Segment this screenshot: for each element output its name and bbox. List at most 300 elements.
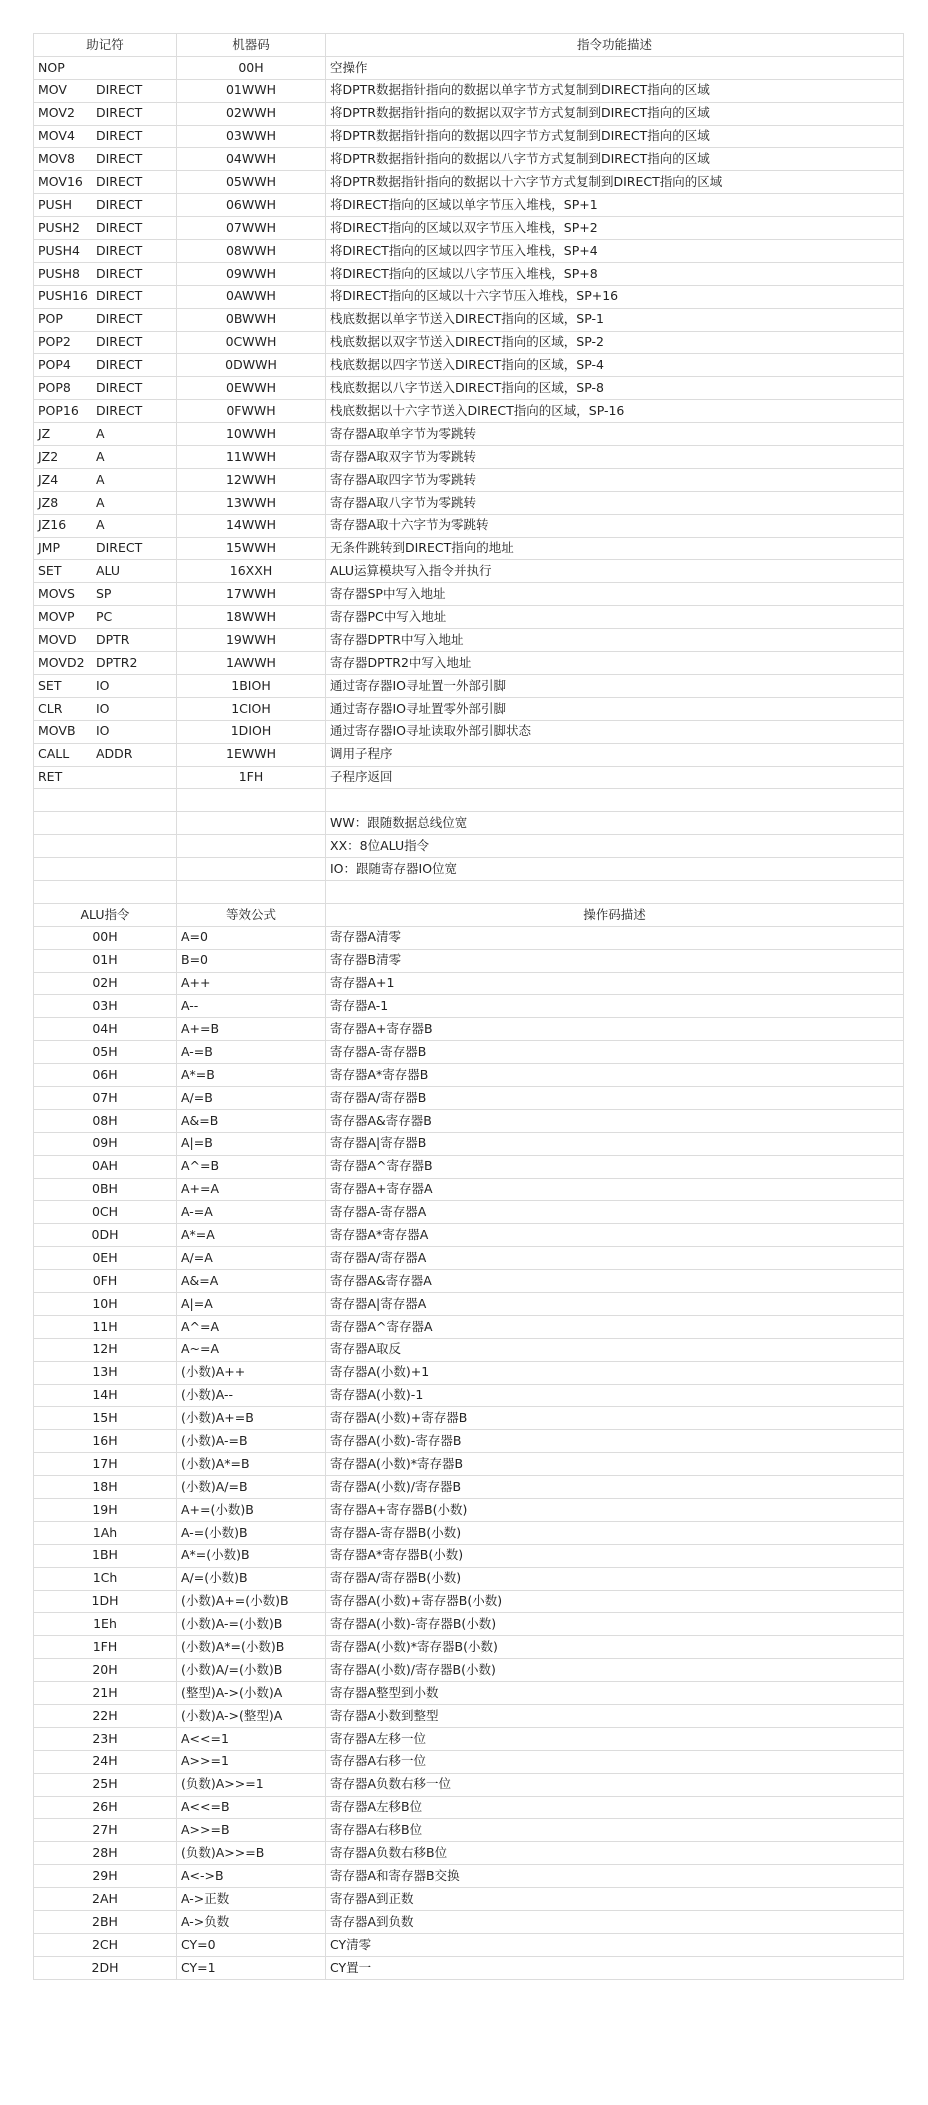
alu-opcode: 0BH bbox=[34, 1178, 177, 1201]
operand: DIRECT bbox=[96, 311, 143, 327]
instr-row bbox=[34, 491, 904, 514]
alu-formula: A+=(小数)B bbox=[177, 1499, 326, 1522]
alu-opcode: 1BH bbox=[34, 1544, 177, 1567]
alu-row bbox=[34, 926, 904, 949]
instr-row bbox=[34, 537, 904, 560]
alu-formula: A*=B bbox=[177, 1064, 326, 1087]
alu-opcode: 23H bbox=[34, 1727, 177, 1750]
alu-header-row bbox=[34, 903, 904, 926]
alu-opcode: 16H bbox=[34, 1430, 177, 1453]
instr-header-row bbox=[34, 34, 904, 57]
alu-opcode: 2CH bbox=[34, 1933, 177, 1956]
alu-formula: A>>=B bbox=[177, 1819, 326, 1842]
mnemonic-cell bbox=[34, 674, 177, 697]
instruction-description: 寄存器DPTR2中写入地址 bbox=[326, 652, 904, 675]
alu-row bbox=[34, 1476, 904, 1499]
alu-opcode: 2BH bbox=[34, 1911, 177, 1934]
operand: DIRECT bbox=[96, 174, 143, 190]
alu-description: 寄存器A(小数)-1 bbox=[326, 1384, 904, 1407]
alu-opcode: 06H bbox=[34, 1064, 177, 1087]
operand: DIRECT bbox=[96, 288, 143, 304]
mnemonic-cell bbox=[34, 468, 177, 491]
mnemonic: SET bbox=[38, 563, 62, 579]
alu-row bbox=[34, 1041, 904, 1064]
alu-formula: (小数)A*=B bbox=[177, 1453, 326, 1476]
alu-row bbox=[34, 1018, 904, 1041]
header-opcode-description: 操作码描述 bbox=[326, 903, 904, 926]
operand: A bbox=[96, 517, 105, 533]
alu-formula: (小数)A-- bbox=[177, 1384, 326, 1407]
mnemonic-cell bbox=[34, 720, 177, 743]
mnemonic-cell bbox=[34, 79, 177, 102]
machine-code: 12WWH bbox=[177, 468, 326, 491]
alu-row bbox=[34, 1888, 904, 1911]
mnemonic: POP16 bbox=[38, 402, 79, 418]
machine-code: 13WWH bbox=[177, 491, 326, 514]
alu-row bbox=[34, 1842, 904, 1865]
machine-code: 03WWH bbox=[177, 125, 326, 148]
empty-cell bbox=[34, 835, 177, 858]
instr-row bbox=[34, 468, 904, 491]
alu-formula: A/=A bbox=[177, 1247, 326, 1270]
empty-cell bbox=[34, 880, 177, 903]
alu-opcode: 1Ch bbox=[34, 1567, 177, 1590]
alu-formula: A|=A bbox=[177, 1292, 326, 1315]
alu-description: 寄存器A右移一位 bbox=[326, 1750, 904, 1773]
instr-row bbox=[34, 446, 904, 469]
instr-row bbox=[34, 194, 904, 217]
operand: DIRECT bbox=[96, 105, 143, 121]
machine-code: 1CIOH bbox=[177, 697, 326, 720]
alu-formula: A++ bbox=[177, 972, 326, 995]
mnemonic: CLR bbox=[38, 700, 63, 716]
alu-opcode: 03H bbox=[34, 995, 177, 1018]
alu-row bbox=[34, 1315, 904, 1338]
instruction-description: 栈底数据以单字节送入DIRECT指向的区域，SP-1 bbox=[326, 308, 904, 331]
machine-code: 16XXH bbox=[177, 560, 326, 583]
alu-opcode: 02H bbox=[34, 972, 177, 995]
mnemonic-cell bbox=[34, 491, 177, 514]
instruction-description: 寄存器A取单字节为零跳转 bbox=[326, 423, 904, 446]
machine-code: 09WWH bbox=[177, 262, 326, 285]
mnemonic: MOVP bbox=[38, 608, 75, 624]
machine-code: 01WWH bbox=[177, 79, 326, 102]
alu-formula: (小数)A+=B bbox=[177, 1407, 326, 1430]
mnemonic-cell bbox=[34, 560, 177, 583]
alu-description: 寄存器A/寄存器B(小数) bbox=[326, 1567, 904, 1590]
machine-code: 06WWH bbox=[177, 194, 326, 217]
operand: DIRECT bbox=[96, 219, 143, 235]
machine-code: 0CWWH bbox=[177, 331, 326, 354]
instruction-description: 调用子程序 bbox=[326, 743, 904, 766]
instr-row bbox=[34, 423, 904, 446]
alu-description: 寄存器A负数右移一位 bbox=[326, 1773, 904, 1796]
alu-formula: (小数)A/=B bbox=[177, 1476, 326, 1499]
alu-opcode: 21H bbox=[34, 1682, 177, 1705]
operand: SP bbox=[96, 586, 112, 602]
mnemonic: PUSH bbox=[38, 196, 73, 212]
alu-row bbox=[34, 1705, 904, 1728]
alu-row bbox=[34, 1430, 904, 1453]
operand: A bbox=[96, 425, 105, 441]
note-text: IO：跟随寄存器IO位宽 bbox=[326, 858, 904, 881]
alu-opcode: 24H bbox=[34, 1750, 177, 1773]
operand: PC bbox=[96, 608, 113, 624]
alu-row bbox=[34, 1499, 904, 1522]
instr-row bbox=[34, 79, 904, 102]
operand: IO bbox=[96, 677, 110, 693]
mnemonic: MOV4 bbox=[38, 128, 75, 144]
alu-formula: (小数)A*=(小数)B bbox=[177, 1636, 326, 1659]
alu-opcode: 27H bbox=[34, 1819, 177, 1842]
alu-opcode: 19H bbox=[34, 1499, 177, 1522]
instruction-description: 寄存器PC中写入地址 bbox=[326, 606, 904, 629]
alu-formula: A/=B bbox=[177, 1086, 326, 1109]
instr-row bbox=[34, 514, 904, 537]
alu-row bbox=[34, 1544, 904, 1567]
spacer-row bbox=[34, 880, 904, 903]
mnemonic: PUSH4 bbox=[38, 242, 80, 258]
alu-opcode: 12H bbox=[34, 1338, 177, 1361]
instruction-description: 寄存器A取八字节为零跳转 bbox=[326, 491, 904, 514]
instruction-description: 子程序返回 bbox=[326, 766, 904, 789]
instr-row bbox=[34, 652, 904, 675]
machine-code: 00H bbox=[177, 56, 326, 79]
alu-description: 寄存器A-寄存器B(小数) bbox=[326, 1521, 904, 1544]
operand: ALU bbox=[96, 563, 121, 579]
machine-code: 07WWH bbox=[177, 217, 326, 240]
mnemonic: JZ16 bbox=[38, 517, 67, 533]
mnemonic: JMP bbox=[38, 540, 61, 556]
instruction-description: 将DIRECT指向的区域以四字节压入堆栈，SP+4 bbox=[326, 240, 904, 263]
alu-formula: A-=(小数)B bbox=[177, 1521, 326, 1544]
instruction-description: 将DPTR数据指针指向的数据以四字节方式复制到DIRECT指向的区域 bbox=[326, 125, 904, 148]
alu-opcode: 1DH bbox=[34, 1590, 177, 1613]
alu-row bbox=[34, 1407, 904, 1430]
instruction-description: 寄存器SP中写入地址 bbox=[326, 583, 904, 606]
operand: DPTR2 bbox=[96, 654, 138, 670]
machine-code: 0DWWH bbox=[177, 354, 326, 377]
header-opcode: 机器码 bbox=[177, 34, 326, 57]
alu-row bbox=[34, 1773, 904, 1796]
instruction-sheet bbox=[33, 33, 903, 1980]
empty-cell bbox=[177, 835, 326, 858]
alu-row bbox=[34, 949, 904, 972]
alu-description: 寄存器A+寄存器B(小数) bbox=[326, 1499, 904, 1522]
mnemonic: MOVB bbox=[38, 723, 76, 739]
alu-description: 寄存器A|寄存器A bbox=[326, 1292, 904, 1315]
machine-code: 1AWWH bbox=[177, 652, 326, 675]
alu-row bbox=[34, 1155, 904, 1178]
mnemonic-cell bbox=[34, 583, 177, 606]
alu-description: 寄存器A清零 bbox=[326, 926, 904, 949]
alu-formula: (小数)A-=B bbox=[177, 1430, 326, 1453]
mnemonic-cell bbox=[34, 262, 177, 285]
alu-opcode: 14H bbox=[34, 1384, 177, 1407]
alu-description: 寄存器A&寄存器B bbox=[326, 1109, 904, 1132]
alu-row bbox=[34, 1270, 904, 1293]
alu-row bbox=[34, 1590, 904, 1613]
alu-row bbox=[34, 1132, 904, 1155]
operand: A bbox=[96, 494, 105, 510]
instruction-description: 将DIRECT指向的区域以单字节压入堆栈，SP+1 bbox=[326, 194, 904, 217]
mnemonic-cell bbox=[34, 102, 177, 125]
mnemonic: JZ4 bbox=[38, 471, 59, 487]
machine-code: 0FWWH bbox=[177, 400, 326, 423]
alu-description: 寄存器A^寄存器B bbox=[326, 1155, 904, 1178]
alu-opcode: 15H bbox=[34, 1407, 177, 1430]
mnemonic-cell bbox=[34, 125, 177, 148]
spacer-row bbox=[34, 789, 904, 812]
machine-code: 14WWH bbox=[177, 514, 326, 537]
alu-description: 寄存器A*寄存器A bbox=[326, 1224, 904, 1247]
alu-row bbox=[34, 1636, 904, 1659]
instruction-description: 将DIRECT指向的区域以十六字节压入堆栈，SP+16 bbox=[326, 285, 904, 308]
alu-description: 寄存器A&寄存器A bbox=[326, 1270, 904, 1293]
mnemonic-cell bbox=[34, 743, 177, 766]
alu-row bbox=[34, 1292, 904, 1315]
mnemonic-cell bbox=[34, 354, 177, 377]
alu-formula: A^=A bbox=[177, 1315, 326, 1338]
alu-opcode: 10H bbox=[34, 1292, 177, 1315]
alu-opcode: 2AH bbox=[34, 1888, 177, 1911]
alu-formula: A|=B bbox=[177, 1132, 326, 1155]
alu-opcode: 20H bbox=[34, 1659, 177, 1682]
alu-row bbox=[34, 1659, 904, 1682]
empty-cell bbox=[326, 880, 904, 903]
instr-row bbox=[34, 560, 904, 583]
instruction-description: 空操作 bbox=[326, 56, 904, 79]
mnemonic-cell bbox=[34, 217, 177, 240]
instruction-description: ALU运算模块写入指令并执行 bbox=[326, 560, 904, 583]
alu-description: 寄存器A+寄存器B bbox=[326, 1018, 904, 1041]
note-text: XX：8位ALU指令 bbox=[326, 835, 904, 858]
instr-row bbox=[34, 354, 904, 377]
operand: IO bbox=[96, 723, 110, 739]
instr-row bbox=[34, 148, 904, 171]
alu-description: 寄存器A和寄存器B交换 bbox=[326, 1865, 904, 1888]
instruction-description: 栈底数据以双字节送入DIRECT指向的区域，SP-2 bbox=[326, 331, 904, 354]
alu-formula: (小数)A/=(小数)B bbox=[177, 1659, 326, 1682]
mnemonic: RET bbox=[38, 769, 63, 785]
operand: DIRECT bbox=[96, 334, 143, 350]
alu-formula: CY=0 bbox=[177, 1933, 326, 1956]
instruction-description: 寄存器A取双字节为零跳转 bbox=[326, 446, 904, 469]
alu-opcode: 00H bbox=[34, 926, 177, 949]
alu-row bbox=[34, 1064, 904, 1087]
instruction-description: 栈底数据以十六字节送入DIRECT指向的区域，SP-16 bbox=[326, 400, 904, 423]
mnemonic: PUSH8 bbox=[38, 265, 80, 281]
alu-formula: A-=A bbox=[177, 1201, 326, 1224]
machine-code: 0BWWH bbox=[177, 308, 326, 331]
alu-description: 寄存器A取反 bbox=[326, 1338, 904, 1361]
alu-description: 寄存器A/寄存器B bbox=[326, 1086, 904, 1109]
alu-opcode: 01H bbox=[34, 949, 177, 972]
operand: DIRECT bbox=[96, 242, 143, 258]
mnemonic-cell bbox=[34, 240, 177, 263]
alu-row bbox=[34, 1086, 904, 1109]
alu-row bbox=[34, 1613, 904, 1636]
alu-formula: A=0 bbox=[177, 926, 326, 949]
empty-cell bbox=[177, 789, 326, 812]
alu-formula: A&=B bbox=[177, 1109, 326, 1132]
alu-description: 寄存器A*寄存器B bbox=[326, 1064, 904, 1087]
alu-opcode: 13H bbox=[34, 1361, 177, 1384]
alu-opcode: 08H bbox=[34, 1109, 177, 1132]
alu-row bbox=[34, 1361, 904, 1384]
alu-formula: (小数)A-=(小数)B bbox=[177, 1613, 326, 1636]
mnemonic-cell bbox=[34, 148, 177, 171]
alu-opcode: 04H bbox=[34, 1018, 177, 1041]
instr-row bbox=[34, 629, 904, 652]
mnemonic: POP8 bbox=[38, 380, 71, 396]
operand: IO bbox=[96, 700, 110, 716]
mnemonic-cell bbox=[34, 537, 177, 560]
machine-code: 18WWH bbox=[177, 606, 326, 629]
alu-description: 寄存器A左移B位 bbox=[326, 1796, 904, 1819]
instruction-description: 通过寄存器IO寻址置一外部引脚 bbox=[326, 674, 904, 697]
alu-row bbox=[34, 995, 904, 1018]
instr-row bbox=[34, 262, 904, 285]
alu-row bbox=[34, 1911, 904, 1934]
mnemonic-cell bbox=[34, 331, 177, 354]
alu-description: 寄存器A整型到小数 bbox=[326, 1682, 904, 1705]
operand: DIRECT bbox=[96, 151, 143, 167]
alu-row bbox=[34, 1933, 904, 1956]
alu-row bbox=[34, 1247, 904, 1270]
alu-formula: A*=(小数)B bbox=[177, 1544, 326, 1567]
mnemonic: CALL bbox=[38, 746, 70, 762]
alu-formula: A*=A bbox=[177, 1224, 326, 1247]
instr-row bbox=[34, 240, 904, 263]
alu-opcode: 0DH bbox=[34, 1224, 177, 1247]
alu-row bbox=[34, 1682, 904, 1705]
operand: DIRECT bbox=[96, 196, 143, 212]
instruction-description: 将DPTR数据指针指向的数据以八字节方式复制到DIRECT指向的区域 bbox=[326, 148, 904, 171]
alu-row bbox=[34, 972, 904, 995]
instr-row bbox=[34, 583, 904, 606]
alu-description: 寄存器A(小数)+寄存器B(小数) bbox=[326, 1590, 904, 1613]
alu-opcode: 1Ah bbox=[34, 1521, 177, 1544]
alu-description: 寄存器A(小数)-寄存器B bbox=[326, 1430, 904, 1453]
note-text: WW：跟随数据总线位宽 bbox=[326, 812, 904, 835]
alu-opcode: 17H bbox=[34, 1453, 177, 1476]
mnemonic: JZ8 bbox=[38, 494, 59, 510]
mnemonic: JZ2 bbox=[38, 448, 59, 464]
mnemonic-cell bbox=[34, 400, 177, 423]
instr-row bbox=[34, 400, 904, 423]
mnemonic-cell bbox=[34, 652, 177, 675]
machine-code: 02WWH bbox=[177, 102, 326, 125]
mnemonic: POP4 bbox=[38, 357, 71, 373]
note-row bbox=[34, 835, 904, 858]
mnemonic: JZ bbox=[38, 425, 51, 441]
alu-description: 寄存器A(小数)+1 bbox=[326, 1361, 904, 1384]
alu-row bbox=[34, 1338, 904, 1361]
operand: DIRECT bbox=[96, 128, 143, 144]
mnemonic-cell bbox=[34, 606, 177, 629]
alu-description: 寄存器A|寄存器B bbox=[326, 1132, 904, 1155]
instruction-description: 栈底数据以八字节送入DIRECT指向的区域，SP-8 bbox=[326, 377, 904, 400]
alu-formula: A&=A bbox=[177, 1270, 326, 1293]
alu-opcode: 22H bbox=[34, 1705, 177, 1728]
alu-opcode: 1FH bbox=[34, 1636, 177, 1659]
alu-row bbox=[34, 1178, 904, 1201]
instruction-description: 寄存器DPTR中写入地址 bbox=[326, 629, 904, 652]
operand: DIRECT bbox=[96, 380, 143, 396]
alu-description: 寄存器A到负数 bbox=[326, 1911, 904, 1934]
alu-description: 寄存器A(小数)*寄存器B bbox=[326, 1453, 904, 1476]
alu-formula: A+=B bbox=[177, 1018, 326, 1041]
mnemonic: MOVD bbox=[38, 631, 77, 647]
machine-code: 1EWWH bbox=[177, 743, 326, 766]
instruction-description: 栈底数据以四字节送入DIRECT指向的区域，SP-4 bbox=[326, 354, 904, 377]
mnemonic: NOP bbox=[38, 59, 65, 75]
alu-opcode: 29H bbox=[34, 1865, 177, 1888]
machine-code: 05WWH bbox=[177, 171, 326, 194]
empty-cell bbox=[177, 812, 326, 835]
mnemonic: SET bbox=[38, 677, 62, 693]
alu-formula: A>>=1 bbox=[177, 1750, 326, 1773]
instr-row bbox=[34, 125, 904, 148]
alu-description: 寄存器A(小数)-寄存器B(小数) bbox=[326, 1613, 904, 1636]
operand: DIRECT bbox=[96, 402, 143, 418]
operand: DPTR bbox=[96, 631, 130, 647]
machine-code: 1BIOH bbox=[177, 674, 326, 697]
alu-formula: (小数)A+=(小数)B bbox=[177, 1590, 326, 1613]
instr-row bbox=[34, 56, 904, 79]
machine-code: 0AWWH bbox=[177, 285, 326, 308]
instruction-description: 无条件跳转到DIRECT指向的地址 bbox=[326, 537, 904, 560]
alu-row bbox=[34, 1109, 904, 1132]
alu-row bbox=[34, 1796, 904, 1819]
alu-formula: A+=A bbox=[177, 1178, 326, 1201]
alu-formula: A/=(小数)B bbox=[177, 1567, 326, 1590]
alu-description: 寄存器A左移一位 bbox=[326, 1727, 904, 1750]
mnemonic: MOV2 bbox=[38, 105, 75, 121]
instr-row bbox=[34, 217, 904, 240]
alu-description: 寄存器A(小数)+寄存器B bbox=[326, 1407, 904, 1430]
instruction-description: 将DPTR数据指针指向的数据以十六字节方式复制到DIRECT指向的区域 bbox=[326, 171, 904, 194]
mnemonic-cell bbox=[34, 308, 177, 331]
alu-opcode: 2DH bbox=[34, 1956, 177, 1979]
instr-row bbox=[34, 331, 904, 354]
instr-row bbox=[34, 377, 904, 400]
alu-formula: CY=1 bbox=[177, 1956, 326, 1979]
alu-formula: A->正数 bbox=[177, 1888, 326, 1911]
instr-row bbox=[34, 743, 904, 766]
header-description: 指令功能描述 bbox=[326, 34, 904, 57]
alu-opcode: 0CH bbox=[34, 1201, 177, 1224]
instr-row bbox=[34, 171, 904, 194]
alu-description: 寄存器A小数到整型 bbox=[326, 1705, 904, 1728]
operand: A bbox=[96, 448, 105, 464]
mnemonic-cell bbox=[34, 56, 177, 79]
machine-code: 1DIOH bbox=[177, 720, 326, 743]
alu-formula: A<<=B bbox=[177, 1796, 326, 1819]
alu-opcode: 09H bbox=[34, 1132, 177, 1155]
alu-description: 寄存器A右移B位 bbox=[326, 1819, 904, 1842]
alu-row bbox=[34, 1453, 904, 1476]
empty-cell bbox=[34, 858, 177, 881]
alu-formula: A->负数 bbox=[177, 1911, 326, 1934]
alu-formula: A<->B bbox=[177, 1865, 326, 1888]
operand: DIRECT bbox=[96, 265, 143, 281]
instruction-description: 寄存器A取十六字节为零跳转 bbox=[326, 514, 904, 537]
alu-opcode: 28H bbox=[34, 1842, 177, 1865]
instruction-description: 将DIRECT指向的区域以八字节压入堆栈，SP+8 bbox=[326, 262, 904, 285]
alu-formula: (负数)A>>=1 bbox=[177, 1773, 326, 1796]
